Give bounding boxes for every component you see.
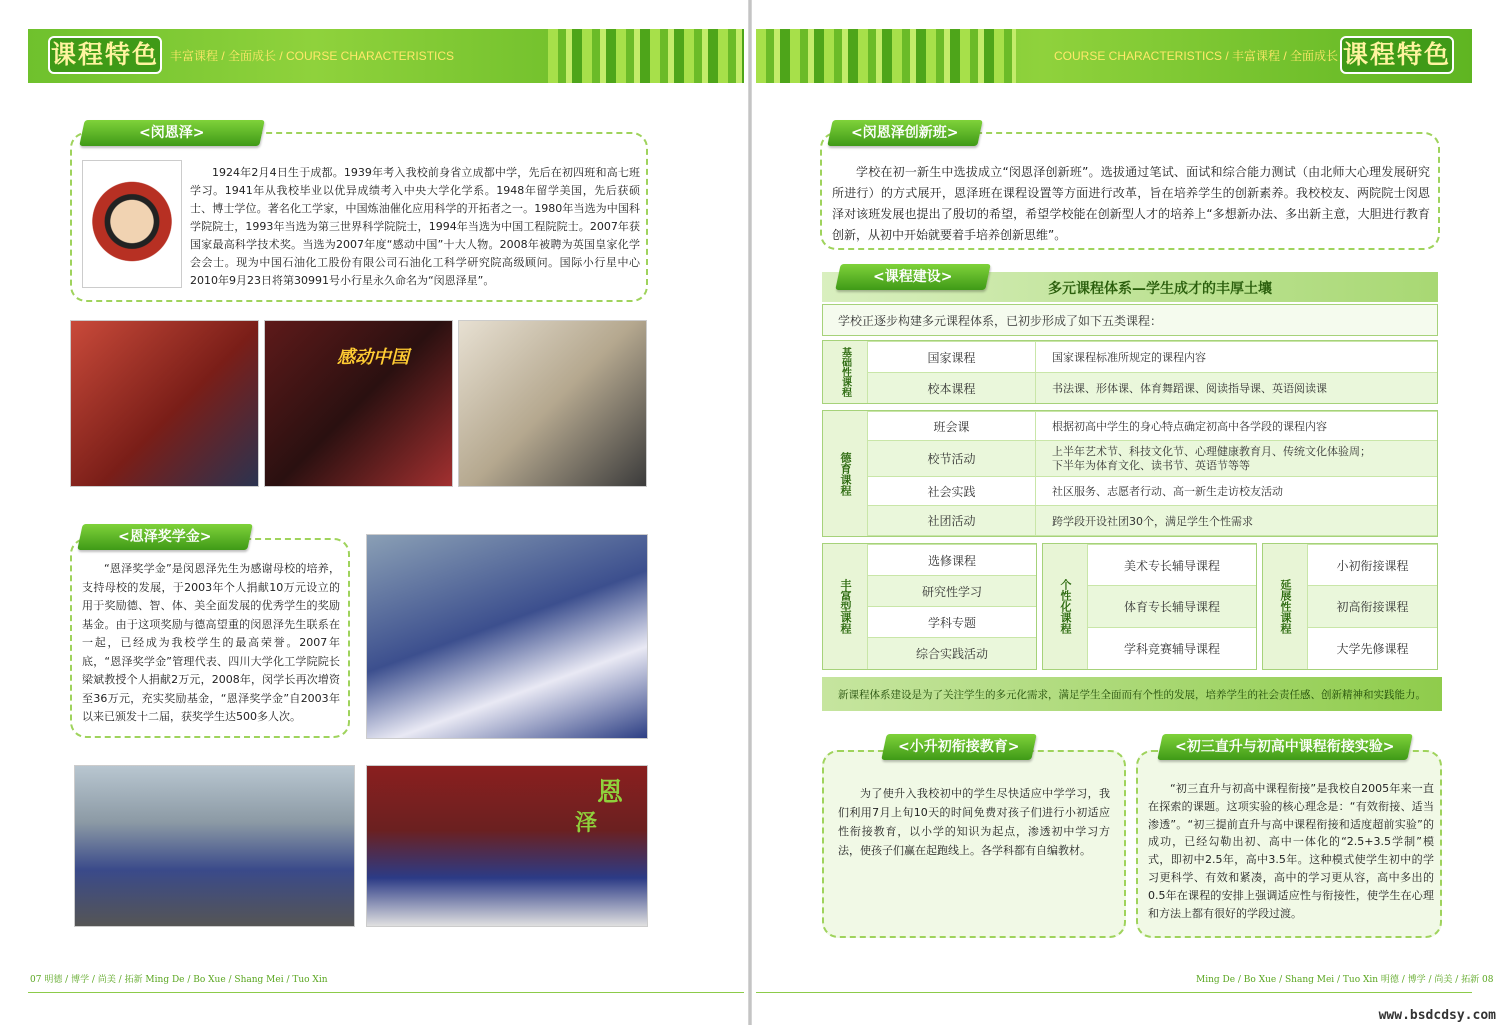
header-stripes: [548, 29, 744, 83]
scholarship-text: “恩泽奖学金”是闵恩泽先生为感谢母校的培养，支持母校的发展，于2003年个人捐献10万元设立的用于奖励德、智、体、美全面发展的优秀学生的奖励基金。由于这项奖励与德高望重的闵恩泽先生联系在一起，已经成为我校学生的最高荣誉。2007年底，“恩泽奖学金”管理代表、四川大学化工学院院长梁斌教授个人捐献2万元，2008年，闵学长再次增资至36万元，充实奖励基金，“恩泽奖学金”自2003年以来已颁发十二届，获奖学生达500多人次。: [82, 562, 340, 723]
course-name: 国家课程: [868, 342, 1035, 372]
course-name: 社团活动: [868, 506, 1035, 535]
footer-line-left: [28, 992, 744, 993]
innovation-ribbon: <闵恩泽创新班>: [827, 120, 983, 146]
course-name: 班会课: [868, 412, 1035, 440]
course-name: 研究性学习: [868, 576, 1036, 606]
header-stripes: [756, 29, 1016, 83]
course-name: 社会实践: [868, 477, 1035, 505]
course-desc: 书法课、形体课、体育舞蹈课、阅读指导课、英语阅读课: [1036, 373, 1437, 403]
header-title-left: 课程特色: [48, 36, 162, 74]
extend-category: 延展性课程: [1263, 544, 1307, 669]
course-desc: 上半年艺术节、科技文化节、心理健康教育月、传统文化体验周；下半年为体育文化、读书节、英语节等等: [1036, 441, 1437, 476]
page-spine: [748, 0, 752, 1025]
watermark: www.bsdcdsy.com: [1378, 1008, 1496, 1023]
footer-line-right: [756, 992, 1472, 993]
photo-visit: [458, 320, 647, 487]
personal-course-table: [1042, 543, 1257, 670]
course-name: 校本课程: [868, 373, 1035, 403]
basic-category: 基础性课程: [823, 341, 867, 403]
experiment-ribbon: <初三直升与初高中课程衔接实验>: [1157, 734, 1413, 760]
header-left: [28, 29, 744, 83]
curriculum-note: 新课程体系建设是为了关注学生的多元化需求，满足学生全面而有个性的发展，培养学生的社会责任感、创新精神和实践能力。: [822, 677, 1442, 711]
course-desc: 国家课程标准所规定的课程内容: [1036, 342, 1437, 372]
transition-text: 为了使升入我校初中的学生尽快适应中学学习，我们利用7月上旬10天的时间免费对孩子们进行小初适应性衔接教育，以小学的知识为起点，渗透初中学习方法，使孩子们赢在起跑线上。各学科都有自编教材。: [838, 787, 1110, 857]
experiment-text: “初三直升与初高中课程衔接”是我校自2005年来一直在探索的课题。这项实验的核心理念是：“有效衔接、适当渗透”。“初三提前直升与高中课程衔接和适度超前实验”的成功，已经勾勒出初、高中一体化的“2.5+3.5学制”模式，即初中2.5年，高中3.5年。这种模式使学生初中的学习更科学、有效和紧凑，高中的学习更从容，高中多出的0.5年在课程的安排上强调适应性与衔接性，使学生在心理和方法上都有很好的学段过渡。: [1148, 782, 1434, 920]
header-right: [756, 29, 1472, 83]
photo-seminar-caption-2: 泽: [574, 810, 597, 836]
photo-campus-walk: [74, 765, 355, 927]
extend-course-table: [1262, 543, 1438, 670]
header-title-right: 课程特色: [1340, 36, 1454, 74]
rich-course-table: [822, 543, 1037, 670]
photo-gandong-caption: 感动中国: [337, 347, 409, 368]
photo-students: [366, 534, 648, 739]
curriculum-ribbon: <课程建设>: [835, 264, 991, 290]
photo-seminar-caption-1: 恩: [596, 778, 623, 808]
course-name: 初高衔接课程: [1308, 586, 1437, 627]
course-name: 大学先修课程: [1308, 628, 1437, 669]
header-subtitle-right: COURSE CHARACTERISTICS / 丰富课程 / 全面成长: [1054, 49, 1339, 63]
moral-course-table: [822, 410, 1438, 537]
course-name: 校节活动: [868, 441, 1035, 476]
course-name: 美术专长辅导课程: [1088, 545, 1256, 585]
basic-course-table: [822, 340, 1438, 404]
footer-left: 07 明德 / 博学 / 尚美 / 拓新 Ming De / Bo Xue / Shang Mei / Tuo Xin: [30, 975, 328, 985]
footer-right: Ming De / Bo Xue / Shang Mei / Tuo Xin 明德 / 博学 / 尚美 / 拓新 08: [1196, 975, 1494, 985]
header-subtitle-left: 丰富课程 / 全面成长 / COURSE CHARACTERISTICS: [170, 49, 455, 63]
course-name: 学科专题: [868, 607, 1036, 637]
course-desc: 跨学段开设社团30个，满足学生个性需求: [1036, 506, 1437, 535]
course-name: 学科竞赛辅导课程: [1088, 628, 1256, 669]
curriculum-intro: 学校正逐步构建多元课程体系，已初步形成了如下五类课程：: [838, 314, 1163, 328]
portrait-photo: [82, 160, 182, 288]
profile-ribbon: <闵恩泽>: [79, 120, 265, 146]
curriculum-headline: 多元课程体系—学生成才的丰厚土壤: [1048, 281, 1272, 297]
moral-category: 德育课程: [823, 411, 867, 536]
profile-text: 1924年2月4日生于成都。1939年考入我校前身省立成都中学，先后在初四班和高七班学习。1941年从我校毕业以优异成绩考入中央大学化学系。1948年留学美国，先后获硕士、博士学位。著名化工学家，中国炼油催化应用科学的开拓者之一。1980年当选为中国科学院院士，1993年当选为第三世界科学院院士，1994年当选为中国工程院院士。2007年获国家最高科学技术奖。当选为2007年度“感动中国”十大人物。2008年被聘为英国皇家化学会会士。现为中国石油化工股份有限公司石油化工科学研究院高级顾问。国际小行星中心2010年9月23日将第30991号小行星永久命名为“闵恩泽星”。: [190, 166, 640, 287]
course-desc: 根据初高中学生的身心特点确定初高中各学段的课程内容: [1036, 412, 1437, 440]
photo-gandong: [264, 320, 453, 487]
course-desc: 社区服务、志愿者行动、高一新生走访校友活动: [1036, 477, 1437, 505]
photo-seminar: [366, 765, 648, 927]
transition-ribbon: <小升初衔接教育>: [881, 734, 1037, 760]
photo-award: [70, 320, 259, 487]
course-name: 综合实践活动: [868, 638, 1036, 669]
course-name: 体育专长辅导课程: [1088, 586, 1256, 627]
personal-category: 个性化课程: [1043, 544, 1087, 669]
innovation-text: 学校在初一新生中选拔成立“闵恩泽创新班”。选拔通过笔试、面试和综合能力测试（由北师大心理发展研究所进行）的方式展开，恩泽班在课程设置等方面进行改革，旨在培养学生的创新素养。我校校友、两院院士闵恩泽对该班发展也提出了殷切的希望，希望学校能在创新型人才的培养上“多想新办法、多出新主意，大胆进行教育创新，从初中开始就要着手培养创新思维”。: [832, 165, 1430, 242]
rich-category: 丰富型课程: [823, 544, 867, 669]
course-name: 小初衔接课程: [1308, 545, 1437, 585]
scholarship-ribbon: <恩泽奖学金>: [77, 524, 253, 550]
course-name: 选修课程: [868, 545, 1036, 575]
